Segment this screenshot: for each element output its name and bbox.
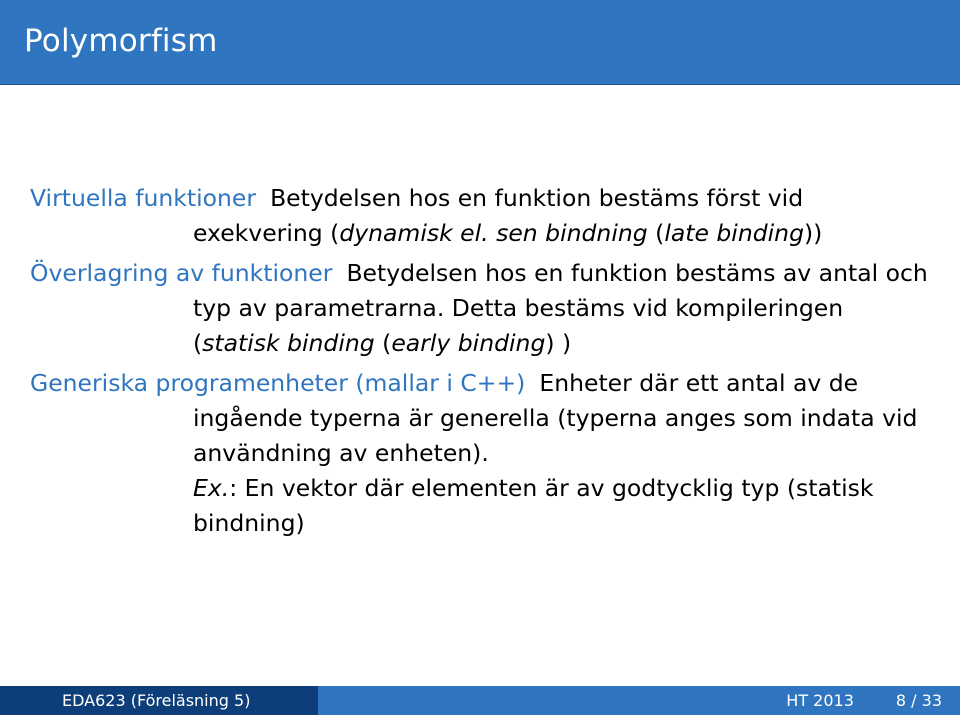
definition-text: Enheter där ett antal av de: [539, 369, 859, 397]
definition-text: typ av parametrarna. Detta bestäms vid kompileringen: [193, 294, 844, 322]
definition-text: (: [374, 329, 392, 357]
example-text: bindning): [193, 509, 305, 537]
term-generics: Generiska programenheter (mallar i C++): [30, 369, 526, 397]
definition-text: (: [193, 329, 203, 357]
emphasis-text: dynamisk el. sen bindning: [339, 219, 648, 247]
definition-text: ingående typerna är generella (typerna anges som indata vid: [193, 404, 918, 432]
definition-text: användning av enheten).: [193, 439, 489, 467]
definition-text: (: [647, 219, 665, 247]
list-item: [30, 366, 935, 541]
definition-text: ) ): [545, 329, 572, 357]
footer-term: HT 2013: [786, 691, 854, 710]
definition-text: exekvering (: [193, 219, 340, 247]
term-virtual-functions: Virtuella funktioner: [30, 184, 257, 212]
page-number: 8 / 33: [895, 691, 942, 710]
definition-text: Betydelsen hos en funktion bestäms av antal och: [346, 259, 928, 287]
emphasis-text: statisk binding: [202, 329, 375, 357]
example-label: Ex.: [193, 474, 230, 502]
definition-text: Betydelsen hos en funktion bestäms först vid: [270, 184, 804, 212]
slide-body: [30, 181, 935, 541]
slide-title: Polymorfism: [24, 23, 218, 59]
emphasis-text: late binding: [664, 219, 804, 247]
list-item: [30, 181, 935, 251]
list-item: [30, 256, 935, 361]
emphasis-text: early binding: [391, 329, 546, 357]
footer-course: EDA623 (Föreläsning 5): [0, 686, 318, 715]
definition-text: )): [803, 219, 823, 247]
footer-right: [318, 686, 960, 715]
term-overloading: Överlagring av funktioner: [30, 259, 333, 287]
example-text: : En vektor där elementen är av godtycklig typ (statisk: [229, 474, 874, 502]
footer-bar: [0, 686, 960, 715]
title-bar: [0, 0, 960, 85]
